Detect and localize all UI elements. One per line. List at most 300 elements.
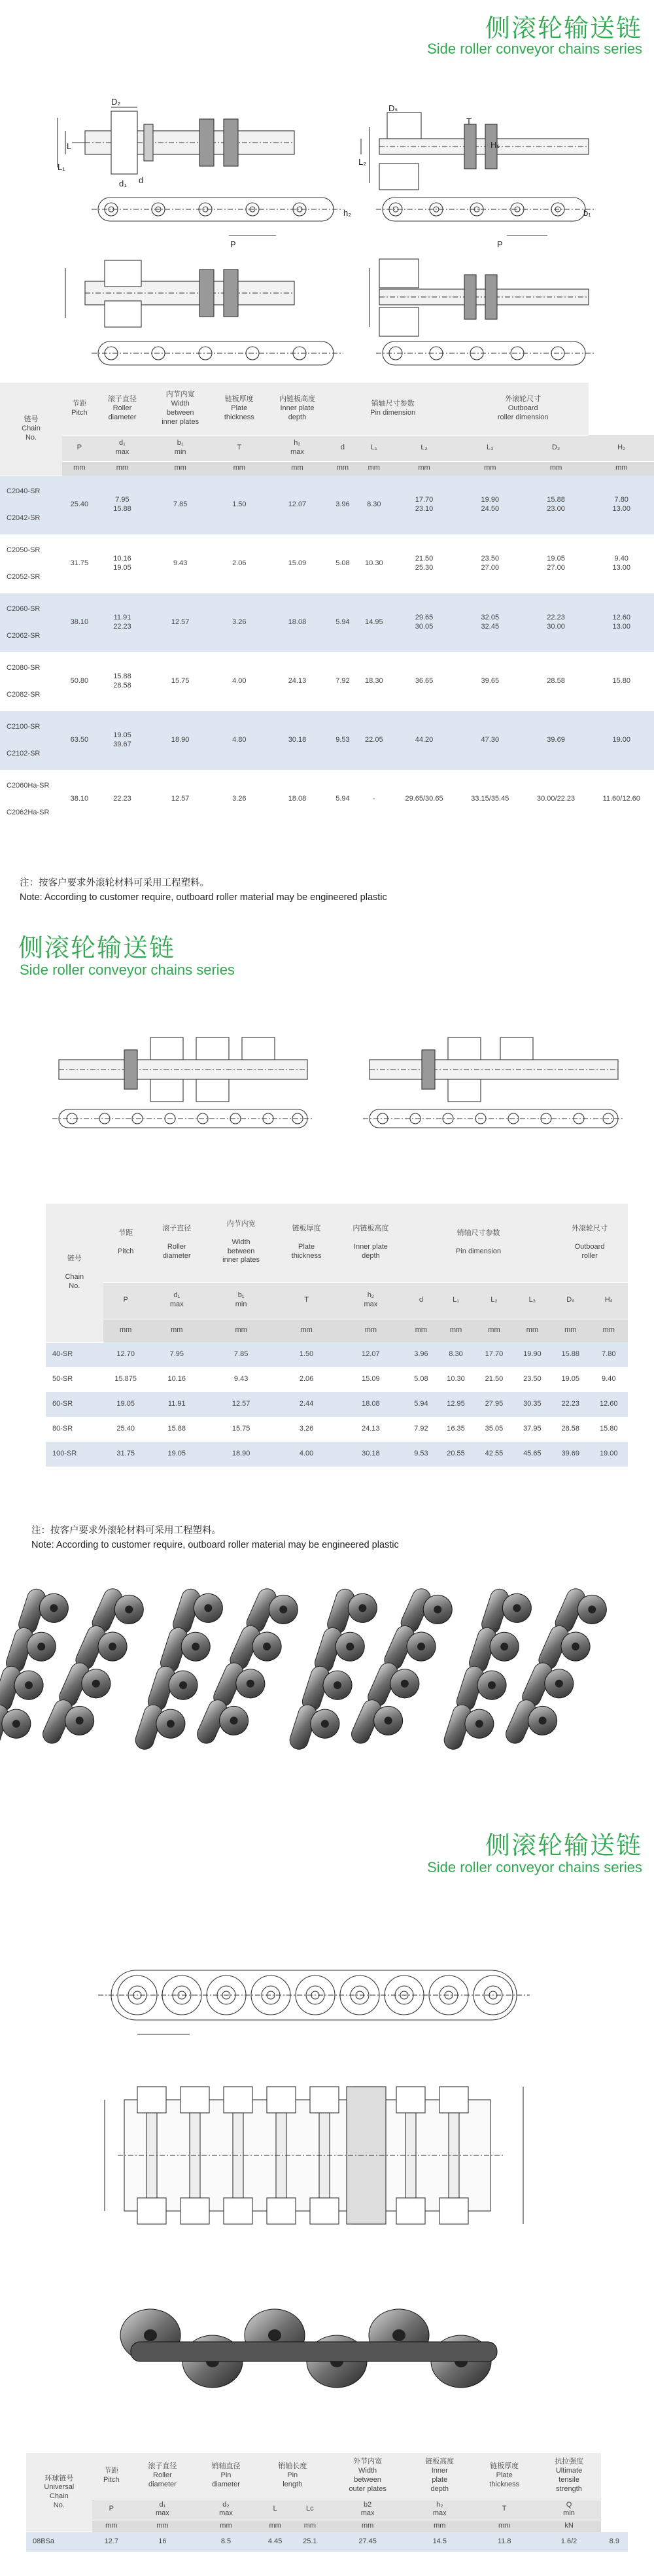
table-symbol-cell: d₁ max bbox=[148, 1282, 205, 1319]
value-cell: 10.16 19.05 bbox=[97, 534, 148, 593]
value-cell: 12.60 13.00 bbox=[589, 593, 654, 652]
view-top-right bbox=[361, 113, 589, 190]
value-cell: 15.80 bbox=[589, 652, 654, 711]
value-cell: 31.75 bbox=[103, 1442, 148, 1467]
section1-note-en: Note: According to customer require, outboard roller material may be engineered plastic bbox=[20, 892, 387, 903]
table-unit-cell: mm bbox=[131, 2520, 194, 2532]
table-symbol-cell: Hₛ bbox=[590, 1282, 628, 1319]
side-roller-bottom bbox=[439, 2198, 468, 2224]
label-t: T bbox=[466, 116, 472, 126]
value-cell: 19.00 bbox=[589, 711, 654, 770]
table-symbol-cell: P bbox=[103, 1282, 148, 1319]
table-row bbox=[46, 1392, 628, 1417]
section3-technical-drawing bbox=[0, 1956, 654, 2270]
section1-note-cn: 注：按客户要求外滚轮材料可采用工程塑料。 bbox=[20, 878, 209, 888]
value-cell: 9.43 bbox=[148, 534, 213, 593]
table-symbol-cell: T bbox=[213, 435, 266, 461]
value-cell: 5.94 bbox=[328, 593, 356, 652]
value-cell: 17.70 23.10 bbox=[391, 476, 457, 534]
value-cell: 3.96 bbox=[405, 1342, 437, 1367]
table-symbol-row bbox=[0, 435, 654, 461]
table-row bbox=[46, 1417, 628, 1442]
value-cell: 3.96 bbox=[328, 476, 356, 534]
value-cell: 18.08 bbox=[266, 770, 329, 829]
table-unit-cell: mm bbox=[103, 1319, 148, 1342]
chain-no-cell: 08BSa bbox=[26, 2532, 92, 2552]
value-cell: 19.05 bbox=[148, 1442, 205, 1467]
section2-note-cn: 注：按客户要求外滚轮材料可采用工程塑料。 bbox=[31, 1525, 221, 1536]
value-cell: 24.13 bbox=[336, 1417, 405, 1442]
table-unit-cell: mm bbox=[213, 461, 266, 476]
value-cell: 10.30 bbox=[356, 534, 391, 593]
value-cell: 28.58 bbox=[551, 1417, 589, 1442]
section2-technical-drawing bbox=[0, 1007, 654, 1177]
value-cell: 15.88 bbox=[551, 1342, 589, 1367]
chain-no-cell: 80-SR bbox=[46, 1417, 103, 1442]
section3-title-en: Side roller conveyor chains series bbox=[427, 1859, 642, 1875]
value-cell: 9.40 13.00 bbox=[589, 534, 654, 593]
label-d: d bbox=[139, 175, 144, 185]
table-symbol-cell: L₃ bbox=[457, 435, 523, 461]
value-cell: 30.18 bbox=[336, 1442, 405, 1467]
table-row bbox=[46, 1367, 628, 1392]
value-cell: 39.69 bbox=[523, 711, 589, 770]
table-unit-cell: mm bbox=[457, 461, 523, 476]
value-cell: 31.75 bbox=[62, 534, 97, 593]
value-cell: 7.95 15.88 bbox=[97, 476, 148, 534]
table-row bbox=[0, 711, 654, 770]
table-unit-cell: mm bbox=[97, 461, 148, 476]
view3-side bbox=[105, 2087, 523, 2224]
value-cell: 5.94 bbox=[328, 770, 356, 829]
value-cell: 12.95 bbox=[437, 1392, 475, 1417]
value-cell: 18.08 bbox=[336, 1392, 405, 1417]
table-header-row bbox=[46, 1204, 628, 1282]
table-row bbox=[0, 652, 654, 711]
value-cell: 4.45 bbox=[258, 2532, 292, 2552]
table-header-cell: 内节内宽 Width between inner plates bbox=[205, 1204, 277, 1282]
table-unit-cell: mm bbox=[590, 1319, 628, 1342]
photo-roller-hub bbox=[268, 2329, 281, 2341]
table-row bbox=[0, 476, 654, 534]
value-cell: 4.80 bbox=[213, 711, 266, 770]
value-cell: 18.30 bbox=[356, 652, 391, 711]
section3-product-photo bbox=[0, 2289, 654, 2420]
value-cell: 1.50 bbox=[213, 476, 266, 534]
table-row bbox=[0, 770, 654, 829]
value-cell: 25.40 bbox=[103, 1417, 148, 1442]
table-unit-cell: mm bbox=[472, 2520, 538, 2532]
chain-no-cell: 60-SR bbox=[46, 1392, 103, 1417]
value-cell: 9.53 bbox=[405, 1442, 437, 1467]
side-roller-top bbox=[267, 2087, 296, 2113]
table-row bbox=[46, 1442, 628, 1467]
value-cell: 38.10 bbox=[62, 770, 97, 829]
table-symbol-cell: b₁ min bbox=[205, 1282, 277, 1319]
photo-roller-hub bbox=[392, 2329, 405, 2341]
label-ds: Dₛ bbox=[388, 103, 398, 113]
table-header-row bbox=[26, 2453, 628, 2499]
side-roller-top bbox=[396, 2087, 425, 2113]
table-symbol-cell: d₂ max bbox=[194, 2499, 258, 2520]
value-cell: 4.00 bbox=[213, 652, 266, 711]
value-cell: 7.95 bbox=[148, 1342, 205, 1367]
value-cell: 29.65/30.65 bbox=[391, 770, 457, 829]
value-cell: 14.95 bbox=[356, 593, 391, 652]
table-unit-cell: mm bbox=[551, 1319, 589, 1342]
table-header-cell: 链板厚度 Plate thickness bbox=[213, 383, 266, 435]
table-unit-cell: mm bbox=[523, 461, 589, 476]
section1-spec-table bbox=[0, 383, 654, 829]
table-unit-cell: mm bbox=[258, 2520, 292, 2532]
label-hs: Hₛ bbox=[490, 140, 500, 150]
label-l2: L₂ bbox=[358, 157, 367, 167]
table-unit-cell: mm bbox=[277, 1319, 336, 1342]
value-cell: 15.75 bbox=[148, 652, 213, 711]
value-cell: 7.85 bbox=[148, 476, 213, 534]
table-unit-row bbox=[46, 1319, 628, 1342]
side-roller-bottom bbox=[267, 2198, 296, 2224]
section2-title-en: Side roller conveyor chains series bbox=[20, 962, 235, 978]
view-mid-right bbox=[376, 198, 595, 235]
table-unit-cell: mm bbox=[437, 1319, 475, 1342]
value-cell: 25.1 bbox=[292, 2532, 327, 2552]
table-unit-cell: kN bbox=[538, 2520, 601, 2532]
table-unit-cell: mm bbox=[92, 2520, 131, 2532]
table-unit-cell: mm bbox=[328, 461, 356, 476]
label-l: L bbox=[67, 141, 72, 151]
table-header-cell: 销轴尺寸参数 Pin dimension bbox=[405, 1204, 551, 1282]
value-cell: 16 bbox=[131, 2532, 194, 2552]
table-header-cell: 销轴尺寸参数 Pin dimension bbox=[328, 383, 457, 435]
table-unit-cell: mm bbox=[266, 461, 329, 476]
value-cell: 11.91 22.23 bbox=[97, 593, 148, 652]
table-symbol-cell: P bbox=[92, 2499, 131, 2520]
table-symbol-cell: D₂ bbox=[523, 435, 589, 461]
value-cell: 9.40 bbox=[590, 1367, 628, 1392]
table-header-row bbox=[0, 383, 654, 435]
side-roller-bottom bbox=[224, 2198, 252, 2224]
table-unit-cell: mm bbox=[391, 461, 457, 476]
value-cell: 30.00/22.23 bbox=[523, 770, 589, 829]
value-cell: 14.5 bbox=[408, 2532, 472, 2552]
table-symbol-cell: h₂ max bbox=[408, 2499, 472, 2520]
table-unit-cell: mm bbox=[405, 1319, 437, 1342]
table-header-cell: 环球链号 Universal Chain No. bbox=[26, 2453, 92, 2532]
product-photo-chains bbox=[0, 1570, 654, 1786]
value-cell: 7.80 13.00 bbox=[589, 476, 654, 534]
table-unit-cell: mm bbox=[589, 461, 654, 476]
table-symbol-cell: H₂ bbox=[589, 435, 654, 461]
table-symbol-cell: L bbox=[258, 2499, 292, 2520]
label-d1: d₁ bbox=[119, 179, 127, 188]
value-cell: 3.26 bbox=[213, 593, 266, 652]
label-d2: D₂ bbox=[111, 97, 121, 107]
value-cell: 19.05 27.00 bbox=[523, 534, 589, 593]
value-cell: 21.50 25.30 bbox=[391, 534, 457, 593]
section2-spec-table bbox=[46, 1204, 628, 1467]
table-header-cell: 内节内宽 Width between inner plates bbox=[148, 383, 213, 435]
value-cell: 20.55 bbox=[437, 1442, 475, 1467]
table-unit-cell: mm bbox=[336, 1319, 405, 1342]
side-roller-bottom bbox=[137, 2198, 166, 2224]
value-cell: 3.26 bbox=[213, 770, 266, 829]
value-cell: 15.88 23.00 bbox=[523, 476, 589, 534]
section3-spec-table bbox=[26, 2453, 628, 2552]
side-roller-top bbox=[137, 2087, 166, 2113]
value-cell: 5.94 bbox=[405, 1392, 437, 1417]
value-cell: 12.07 bbox=[336, 1342, 405, 1367]
view2-left bbox=[52, 1037, 314, 1128]
side-roller-top bbox=[224, 2087, 252, 2113]
table-header-cell: 销轴长度 Pin length bbox=[258, 2453, 327, 2499]
photo-chain-bar bbox=[131, 2342, 497, 2361]
value-cell: 25.40 bbox=[62, 476, 97, 534]
value-cell: 8.30 bbox=[437, 1342, 475, 1367]
section1-title-en: Side roller conveyor chains series bbox=[427, 41, 642, 57]
value-cell: 47.30 bbox=[457, 711, 523, 770]
table-unit-cell: mm bbox=[148, 461, 213, 476]
value-cell: 32.05 32.45 bbox=[457, 593, 523, 652]
value-cell: 15.88 28.58 bbox=[97, 652, 148, 711]
value-cell: 15.09 bbox=[266, 534, 329, 593]
table-symbol-cell: d bbox=[405, 1282, 437, 1319]
value-cell: 24.13 bbox=[266, 652, 329, 711]
value-cell: 11.91 bbox=[148, 1392, 205, 1417]
value-cell: 18.08 bbox=[266, 593, 329, 652]
value-cell: 2.44 bbox=[277, 1392, 336, 1417]
value-cell: 42.55 bbox=[475, 1442, 513, 1467]
table-unit-row bbox=[26, 2520, 628, 2532]
table-header-cell: 节距 Pitch bbox=[103, 1204, 148, 1282]
value-cell: 44.20 bbox=[391, 711, 457, 770]
value-cell: 45.65 bbox=[513, 1442, 551, 1467]
side-roller-top bbox=[439, 2087, 468, 2113]
table-symbol-cell: d₁ max bbox=[97, 435, 148, 461]
table-symbol-cell: L₂ bbox=[391, 435, 457, 461]
table-symbol-cell: T bbox=[472, 2499, 538, 2520]
value-cell: 4.00 bbox=[277, 1442, 336, 1467]
value-cell: 16.35 bbox=[437, 1417, 475, 1442]
table-header-cell: 外节内宽 Width between outer plates bbox=[327, 2453, 407, 2499]
value-cell: 19.05 39.67 bbox=[97, 711, 148, 770]
label-p: P bbox=[230, 239, 236, 249]
view-bot-left bbox=[92, 341, 343, 365]
side-roller-bottom bbox=[181, 2198, 209, 2224]
value-cell: 12.57 bbox=[148, 770, 213, 829]
value-cell: 12.60 bbox=[590, 1392, 628, 1417]
table-symbol-cell: T bbox=[277, 1282, 336, 1319]
value-cell: 12.57 bbox=[148, 593, 213, 652]
value-cell: 5.08 bbox=[405, 1367, 437, 1392]
table-header-cell: 外滚轮尺寸 Outboard roller bbox=[551, 1204, 628, 1282]
value-cell: 15.875 bbox=[103, 1367, 148, 1392]
value-cell: 19.90 24.50 bbox=[457, 476, 523, 534]
value-cell: 12.57 bbox=[205, 1392, 277, 1417]
value-cell: 15.88 bbox=[148, 1417, 205, 1442]
value-cell: 12.07 bbox=[266, 476, 329, 534]
table-header-cell: 节距 Pitch bbox=[92, 2453, 131, 2499]
value-cell: 3.26 bbox=[277, 1417, 336, 1442]
view-low-right bbox=[370, 259, 589, 336]
table-unit-cell: mm bbox=[194, 2520, 258, 2532]
table-symbol-cell: L₁ bbox=[437, 1282, 475, 1319]
value-cell: 18.90 bbox=[205, 1442, 277, 1467]
value-cell: 22.23 bbox=[97, 770, 148, 829]
value-cell: 50.80 bbox=[62, 652, 97, 711]
table-row bbox=[0, 534, 654, 593]
side-roller-top bbox=[181, 2087, 209, 2113]
side-roller-bottom bbox=[310, 2198, 339, 2224]
table-symbol-cell: Lc bbox=[292, 2499, 327, 2520]
table-unit-cell: mm bbox=[408, 2520, 472, 2532]
value-cell: 22.23 30.00 bbox=[523, 593, 589, 652]
table-header-cell: 链号 Chain No. bbox=[0, 383, 62, 476]
value-cell: 35.05 bbox=[475, 1417, 513, 1442]
chain-no-cell: 50-SR bbox=[46, 1367, 103, 1392]
value-cell: 10.16 bbox=[148, 1367, 205, 1392]
value-cell: 10.30 bbox=[437, 1367, 475, 1392]
table-symbol-cell: L₂ bbox=[475, 1282, 513, 1319]
value-cell: 7.85 bbox=[205, 1342, 277, 1367]
chain-no-cell: C2060-SR C2062-SR bbox=[0, 593, 62, 652]
table-header-cell: 内链板高度 Inner plate depth bbox=[266, 383, 329, 435]
value-cell: 23.50 27.00 bbox=[457, 534, 523, 593]
view-mid-left bbox=[92, 198, 343, 235]
table-symbol-cell: Dₛ bbox=[551, 1282, 589, 1319]
chain-no-cell: C2040-SR C2042-SR bbox=[0, 476, 62, 534]
value-cell: 39.65 bbox=[457, 652, 523, 711]
table-header-cell: 链号 Chain No. bbox=[46, 1204, 103, 1342]
table-symbol-cell: Q min bbox=[538, 2499, 601, 2520]
value-cell: 19.05 bbox=[551, 1367, 589, 1392]
value-cell: 18.90 bbox=[148, 711, 213, 770]
chain-no-cell: C2080-SR C2082-SR bbox=[0, 652, 62, 711]
value-cell: 15.75 bbox=[205, 1417, 277, 1442]
table-unit-cell: mm bbox=[205, 1319, 277, 1342]
section2-title-cn: 侧滚轮输送链 bbox=[18, 933, 176, 962]
table-symbol-row bbox=[26, 2499, 628, 2520]
table-unit-cell: mm bbox=[327, 2520, 407, 2532]
view3-plan bbox=[98, 1970, 530, 2034]
value-cell: 36.65 bbox=[391, 652, 457, 711]
value-cell: 1.6/2 bbox=[538, 2532, 601, 2552]
table-unit-cell: mm bbox=[356, 461, 391, 476]
value-cell: 9.53 bbox=[328, 711, 356, 770]
table-unit-cell: mm bbox=[148, 1319, 205, 1342]
table-unit-cell: mm bbox=[292, 2520, 327, 2532]
table-symbol-cell: b2 max bbox=[327, 2499, 407, 2520]
table-header-cell: 抗拉强度 Ultimate tensile strength bbox=[538, 2453, 601, 2499]
label-b1: b₁ bbox=[583, 208, 591, 218]
table-row bbox=[46, 1342, 628, 1367]
value-cell: 29.65 30.05 bbox=[391, 593, 457, 652]
value-cell: 19.90 bbox=[513, 1342, 551, 1367]
table-header-cell: 链板高度 Inner plate depth bbox=[408, 2453, 472, 2499]
value-cell: 2.06 bbox=[213, 534, 266, 593]
value-cell: 2.06 bbox=[277, 1367, 336, 1392]
value-cell: 23.50 bbox=[513, 1367, 551, 1392]
value-cell: 5.08 bbox=[328, 534, 356, 593]
value-cell: 15.80 bbox=[590, 1417, 628, 1442]
view-top-left bbox=[58, 107, 294, 174]
chain-no-cell: C2060Ha-SR C2062Ha-SR bbox=[0, 770, 62, 829]
value-cell: 39.69 bbox=[551, 1442, 589, 1467]
table-symbol-cell: L₁ bbox=[356, 435, 391, 461]
value-cell: 9.43 bbox=[205, 1367, 277, 1392]
label-h2: h₂ bbox=[343, 208, 352, 218]
value-cell: 30.35 bbox=[513, 1392, 551, 1417]
chain-no-cell: C2100-SR C2102-SR bbox=[0, 711, 62, 770]
table-header-cell: 节距 Pitch bbox=[62, 383, 97, 435]
value-cell: 22.23 bbox=[551, 1392, 589, 1417]
value-cell: 19.00 bbox=[590, 1442, 628, 1467]
view-low-left bbox=[65, 260, 294, 327]
value-cell: 7.92 bbox=[405, 1417, 437, 1442]
table-header-cell: 滚子直径 Roller diameter bbox=[97, 383, 148, 435]
table-header-cell: 链板厚度 Plate thickness bbox=[277, 1204, 336, 1282]
table-unit-cell: mm bbox=[62, 461, 97, 476]
value-cell: 38.10 bbox=[62, 593, 97, 652]
value-cell: 15.09 bbox=[336, 1367, 405, 1392]
value-cell: 30.18 bbox=[266, 711, 329, 770]
table-symbol-cell: L₃ bbox=[513, 1282, 551, 1319]
value-cell: 33.15/35.45 bbox=[457, 770, 523, 829]
value-cell: 8.9 bbox=[601, 2532, 628, 2552]
table-header-cell: 内链板高度 Inner plate depth bbox=[336, 1204, 405, 1282]
value-cell: 1.50 bbox=[277, 1342, 336, 1367]
value-cell: 8.5 bbox=[194, 2532, 258, 2552]
label-l1: L₁ bbox=[58, 162, 65, 172]
value-cell: 12.70 bbox=[103, 1342, 148, 1367]
value-cell: 8.30 bbox=[356, 476, 391, 534]
chain-no-cell: 100-SR bbox=[46, 1442, 103, 1467]
photo-roller-hub bbox=[144, 2329, 157, 2341]
view-bot-right bbox=[376, 341, 595, 365]
side-roller-top bbox=[310, 2087, 339, 2113]
table-header-cell: 滚子直径 Roller diameter bbox=[131, 2453, 194, 2499]
side-roller-bottom bbox=[396, 2198, 425, 2224]
table-header-cell: 销轴直径 Pin diameter bbox=[194, 2453, 258, 2499]
table-unit-row bbox=[0, 461, 654, 476]
section2-note-en: Note: According to customer require, outboard roller material may be engineered plastic bbox=[31, 1540, 399, 1550]
value-cell: 12.7 bbox=[92, 2532, 131, 2552]
table-row bbox=[26, 2532, 628, 2552]
table-symbol-cell: b₁ min bbox=[148, 435, 213, 461]
table-row bbox=[0, 593, 654, 652]
value-cell: 11.60/12.60 bbox=[589, 770, 654, 829]
table-symbol-cell: P bbox=[62, 435, 97, 461]
value-cell: 63.50 bbox=[62, 711, 97, 770]
table-symbol-cell: d bbox=[328, 435, 356, 461]
value-cell: 27.95 bbox=[475, 1392, 513, 1417]
table-unit-cell: mm bbox=[513, 1319, 551, 1342]
value-cell: 28.58 bbox=[523, 652, 589, 711]
table-header-cell: 外滚轮尺寸 Outboard roller dimension bbox=[457, 383, 589, 435]
value-cell: - bbox=[356, 770, 391, 829]
table-symbol-cell: h₂ max bbox=[266, 435, 329, 461]
view2-right bbox=[363, 1037, 625, 1128]
table-symbol-cell: h₂ max bbox=[336, 1282, 405, 1319]
table-header-cell: 链板厚度 Plate thickness bbox=[472, 2453, 538, 2499]
value-cell: 19.05 bbox=[103, 1392, 148, 1417]
table-symbol-cell: d₁ max bbox=[131, 2499, 194, 2520]
label-p2: P bbox=[497, 239, 503, 249]
table-unit-cell: mm bbox=[475, 1319, 513, 1342]
table-header-cell: 滚子直径 Roller diameter bbox=[148, 1204, 205, 1282]
value-cell: 27.45 bbox=[327, 2532, 407, 2552]
chain-no-cell: 40-SR bbox=[46, 1342, 103, 1367]
